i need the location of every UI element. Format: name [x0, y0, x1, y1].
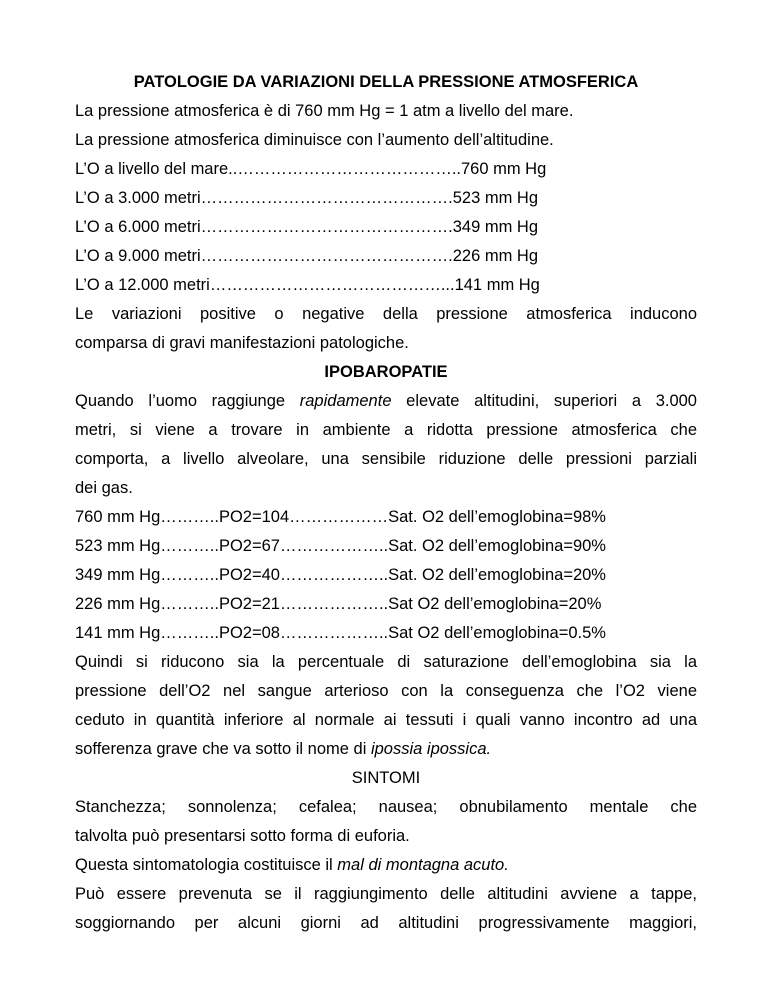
emphasis-text: ipossia ipossica.	[370, 740, 492, 758]
paragraph-line: ceduto in quantità inferiore al normale ai tessuti i quali vanno incontro ad una	[75, 711, 697, 729]
section-title-ipobaropatie: IPOBAROPATIE	[324, 363, 448, 381]
emphasis-text: mal di montagna acuto.	[337, 856, 509, 874]
paragraph-line	[75, 387, 697, 416]
prevention-paragraph	[75, 880, 697, 938]
paragraph-line: Le variazioni positive o negative della pressione atmosferica inducono	[75, 305, 697, 323]
saturation-row: 141 mm Hg………..PO2=08………………..Sat O2 dell’emoglobina=0.5%	[75, 624, 606, 642]
pressure-row: L’O a 3.000 metri……………………………………….523 mm Hg	[75, 189, 539, 207]
section-title-sintomi: SINTOMI	[351, 769, 421, 787]
pressure-row: L’O a 6.000 metri……………………………………….349 mm Hg	[75, 218, 539, 236]
paragraph-line	[75, 735, 697, 764]
saturation-row: 523 mm Hg………..PO2=67………………..Sat. O2 dell’emoglobina=90%	[75, 537, 606, 555]
pressure-table	[75, 155, 697, 300]
paragraph-line: pressione dell’O2 nel sangue arterioso con la conseguenza che l’O2 viene	[75, 682, 697, 700]
paragraph-line: dei gas.	[75, 479, 133, 497]
paragraph-line: talvolta può presentarsi sotto forma di euforia.	[75, 827, 410, 845]
paragraph-line: Può essere prevenuta se il raggiungimento delle altitudini avviene a tappe,	[75, 885, 697, 903]
pressure-row: L’O a 9.000 metri……………………………………….226 mm Hg	[75, 247, 539, 265]
saturation-row: 760 mm Hg………..PO2=104………………Sat. O2 dell’emoglobina=98%	[75, 508, 606, 526]
text-run: elevate altitudini, superiori a 3.000	[391, 392, 697, 410]
text-run: sofferenza grave che va sotto il nome di	[75, 740, 371, 758]
mal-di-montagna-line	[75, 851, 697, 880]
variations-paragraph	[75, 300, 697, 358]
paragraph-line: Quindi si riducono sia la percentuale di saturazione dell’emoglobina sia la	[75, 653, 697, 671]
text-run: Quando l’uomo raggiunge	[75, 392, 300, 410]
paragraph-line: comporta, a livello alveolare, una sensibile riduzione delle pressioni parziali	[75, 450, 697, 468]
pressure-row: L’O a livello del mare..…………………………………..760 mm Hg	[75, 160, 547, 178]
document-title: PATOLOGIE DA VARIAZIONI DELLA PRESSIONE ATMOSFERICA	[133, 73, 639, 91]
saturation-row: 349 mm Hg………..PO2=40………………..Sat. O2 dell’emoglobina=20%	[75, 566, 606, 584]
document-page	[75, 68, 697, 938]
paragraph-line: soggiornando per alcuni giorni ad altitudini progressivamente maggiori,	[75, 914, 697, 932]
consequence-paragraph	[75, 648, 697, 764]
paragraph-line: metri, si viene a trovare in ambiente a ridotta pressione atmosferica che	[75, 421, 697, 439]
paragraph-line: Stanchezza; sonnolenza; cefalea; nausea; obnubilamento mentale che	[75, 798, 697, 816]
intro-line-1: La pressione atmosferica è di 760 mm Hg = 1 atm a livello del mare.	[75, 102, 574, 120]
ipobaro-paragraph	[75, 387, 697, 503]
symptoms-paragraph	[75, 793, 697, 851]
saturation-table	[75, 503, 697, 648]
emphasis-text: rapidamente	[299, 392, 392, 410]
saturation-row: 226 mm Hg………..PO2=21………………..Sat O2 dell’emoglobina=20%	[75, 595, 602, 613]
paragraph-line: comparsa di gravi manifestazioni patologiche.	[75, 334, 409, 352]
text-run: Questa sintomatologia costituisce il	[75, 856, 338, 874]
intro-line-2: La pressione atmosferica diminuisce con l’aumento dell’altitudine.	[75, 131, 554, 149]
pressure-row: L’O a 12.000 metri……………………………………...141 mm Hg	[75, 276, 540, 294]
